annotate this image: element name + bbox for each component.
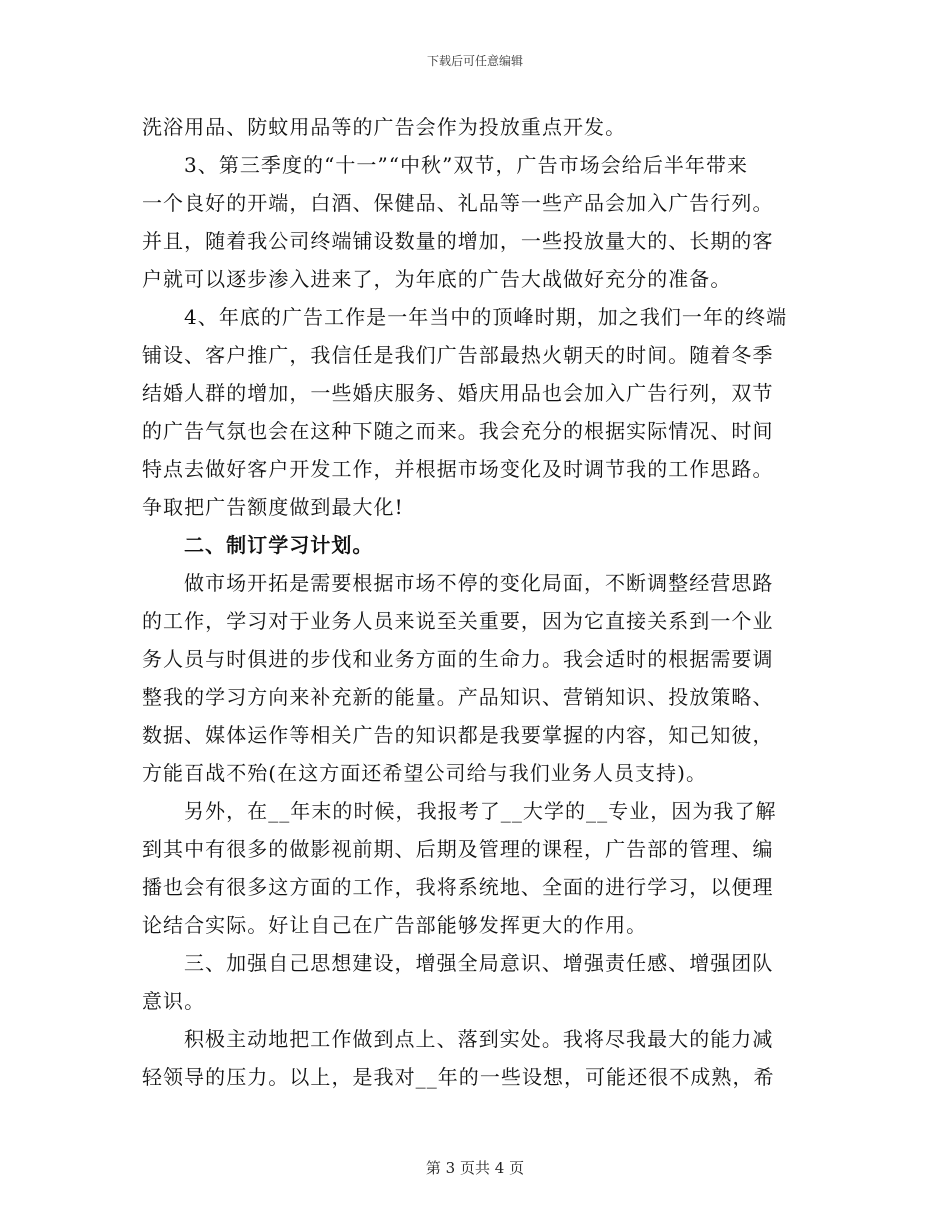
text-line: 意识。: [142, 989, 206, 1013]
text-line: 到其中有很多的做影视前期、后期及管理的课程，广告部的管理、编: [142, 837, 774, 861]
document-body: [142, 108, 810, 1096]
text-line: 铺设、客户推广，我信任是我们广告部最热火朝天的时间。随着冬季: [142, 343, 774, 367]
text-line: 并且，随着我公司终端铺设数量的增加，一些投放量大的、长期的客: [142, 229, 774, 253]
text-line: 洗浴用品、防蚊用品等的广告会作为投放重点开发。: [142, 115, 627, 139]
text-line: 特点去做好客户开发工作，并根据市场变化及时调节我的工作思路。: [142, 457, 774, 481]
text-line: 轻领导的压力。以上，是我对__年的一些设想，可能还很不成熟，希: [142, 1065, 775, 1089]
paragraph-3-start: 3、第三季度的“十一”“中秋”双节，广告市场会给后半年带来: [184, 153, 749, 177]
paragraph-4-start: 4、年底的广告工作是一年当中的顶峰时期，加之我们一年的终端: [184, 305, 788, 329]
text-line: 论结合实际。好让自己在广告部能够发挥更大的作用。: [142, 913, 648, 937]
section-heading-2: 二、制订学习计划。: [184, 533, 374, 557]
text-line: 户就可以逐步渗入进来了，为年底的广告大战做好充分的准备。: [142, 267, 732, 291]
text-line: 方能百战不殆(在这方面还希望公司给与我们业务人员支持)。: [142, 761, 708, 785]
paragraph-start: 另外，在__年末的时候，我报考了__大学的__专业，因为我了解: [184, 799, 777, 823]
text-line: 一个良好的开端，白酒、保健品、礼品等一些产品会加入广告行列。: [142, 191, 774, 215]
section-heading-3: 三、加强自己思想建设，增强全局意识、增强责任感、增强团队: [184, 951, 774, 975]
paragraph-start: 积极主动地把工作做到点上、落到实处。我将尽我最大的能力减: [184, 1027, 774, 1051]
page-header: 下载后可任意编辑: [426, 54, 523, 68]
text-line: 播也会有很多这方面的工作，我将系统地、全面的进行学习，以便理: [142, 875, 774, 899]
text-line: 的工作，学习对于业务人员来说至关重要，因为它直接关系到一个业: [142, 609, 774, 633]
text-line: 争取把广告额度做到最大化!: [142, 495, 404, 519]
text-line: 整我的学习方向来补充新的能量。产品知识、营销知识、投放策略、: [142, 685, 774, 709]
text-line: 务人员与时俱进的步伐和业务方面的生命力。我会适时的根据需要调: [142, 647, 774, 671]
page-number: 第 3 页共 4 页: [425, 1159, 525, 1177]
text-line: 的广告气氛也会在这种下随之而来。我会充分的根据实际情况、时间: [142, 419, 774, 443]
paragraph-start: 做市场开拓是需要根据市场不停的变化局面，不断调整经营思路: [184, 571, 774, 595]
text-line: 数据、媒体运作等相关广告的知识都是我要掌握的内容，知己知彼，: [142, 723, 774, 747]
text-line: 结婚人群的增加，一些婚庆服务、婚庆用品也会加入广告行列，双节: [142, 381, 774, 405]
